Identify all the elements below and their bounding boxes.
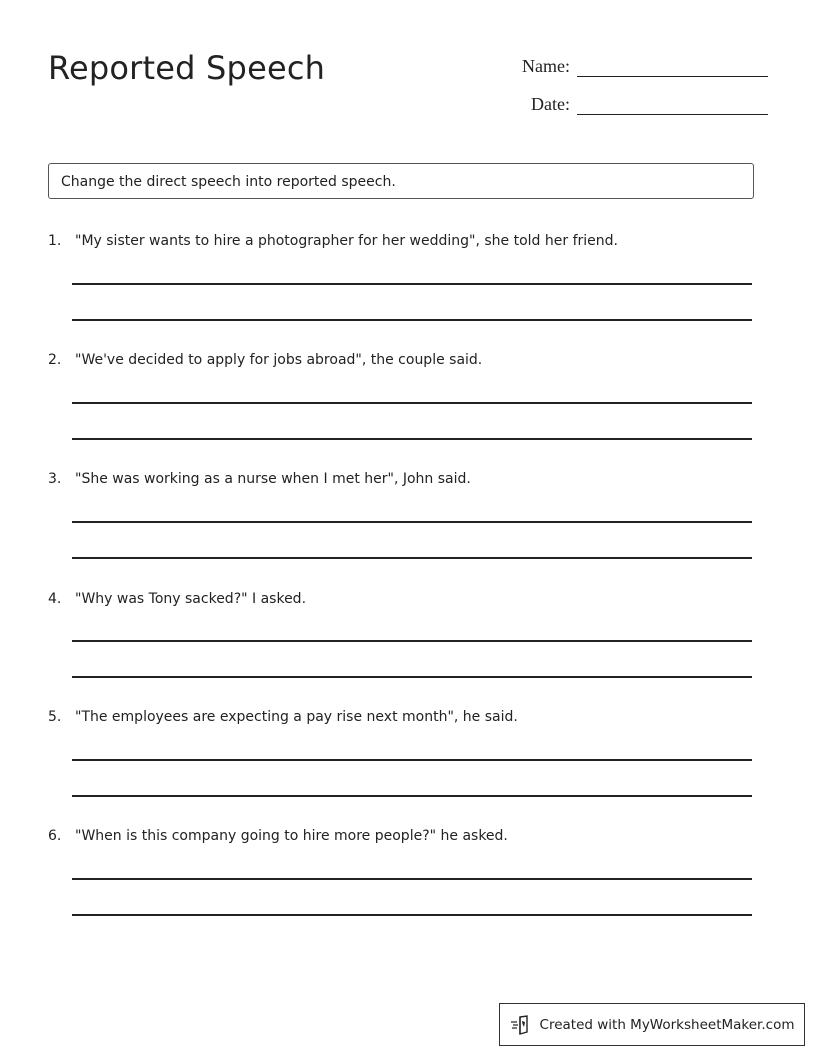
answer-line[interactable] — [72, 521, 752, 523]
question-number: 6. — [48, 828, 62, 844]
question-text: "When is this company going to hire more people?" he asked. — [75, 828, 508, 844]
answer-line[interactable] — [72, 283, 752, 285]
question-text: "Why was Tony sacked?" I asked. — [75, 591, 307, 607]
footer-credit-badge[interactable] — [499, 1003, 805, 1046]
question-item — [48, 707, 768, 727]
date-label: Date: — [531, 94, 570, 114]
instructions-box: Change the direct speech into reported speech. — [48, 163, 754, 199]
answer-line[interactable] — [72, 795, 752, 797]
question-number: 3. — [48, 471, 62, 487]
question-item — [48, 469, 768, 489]
name-label: Name: — [522, 56, 570, 76]
date-blank-line[interactable] — [577, 90, 768, 115]
answer-line[interactable] — [72, 402, 752, 404]
name-blank-line[interactable] — [577, 52, 768, 77]
question-item — [48, 231, 768, 251]
answer-line[interactable] — [72, 759, 752, 761]
answer-line[interactable] — [72, 438, 752, 440]
footer-credit-text: Created with MyWorksheetMaker.com — [539, 1016, 795, 1033]
question-text: "She was working as a nurse when I met her", John said. — [75, 471, 471, 487]
question-number: 4. — [48, 591, 62, 607]
question-text: "My sister wants to hire a photographer for her wedding", she told her friend. — [75, 233, 618, 249]
question-item — [48, 826, 768, 846]
question-text: "We've decided to apply for jobs abroad", the couple said. — [75, 352, 483, 368]
answer-line[interactable] — [72, 914, 752, 916]
answer-line[interactable] — [72, 676, 752, 678]
question-item — [48, 350, 768, 370]
answer-line[interactable] — [72, 878, 752, 880]
answer-line[interactable] — [72, 640, 752, 642]
worksheet-maker-logo-icon — [510, 1015, 532, 1035]
question-item — [48, 589, 768, 609]
answer-line[interactable] — [72, 557, 752, 559]
page-title: Reported Speech — [48, 49, 326, 87]
answer-line[interactable] — [72, 319, 752, 321]
name-field — [522, 52, 768, 77]
date-field — [531, 90, 768, 115]
question-text: "The employees are expecting a pay rise next month", he said. — [75, 709, 518, 725]
question-number: 2. — [48, 352, 62, 368]
question-number: 5. — [48, 709, 62, 725]
question-number: 1. — [48, 233, 62, 249]
